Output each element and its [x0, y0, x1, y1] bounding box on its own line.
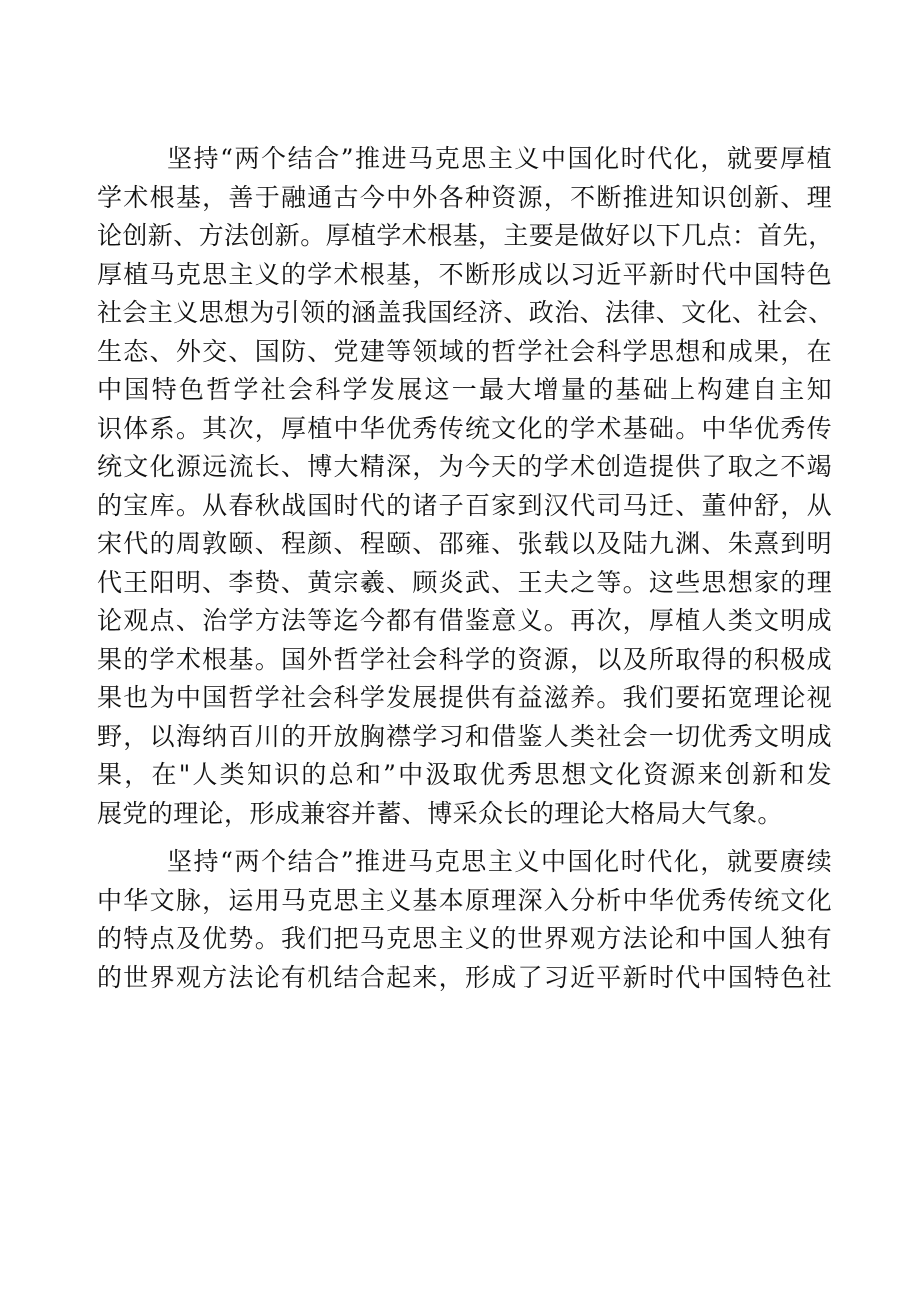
text-line: 坚持“两个结合”推进马克思主义中国化时代化，就要厚植: [167, 144, 832, 173]
paragraph-1: [97, 140, 832, 833]
text-line: 社会主义思想为引领的涵盖我国经济、政治、法律、文化、社会、: [97, 298, 834, 327]
text-line: 代王阳明、李贽、黄宗羲、顾炎武、王夫之等。这些思想家的理: [97, 567, 832, 597]
text-line: 果，在"人类知识的总和”中汲取优秀思想文化资源来创新和发: [97, 760, 832, 789]
text-line: 学术根基，善于融通古今中外各种资源，不断推进知识创新、理: [97, 182, 832, 212]
text-line: 统文化源远流长、博大精深，为今天的学术创造提供了取之不竭: [97, 452, 832, 481]
document-body: [97, 140, 832, 997]
text-line: 果的学术根基。国外哲学社会科学的资源，以及所取得的积极成: [97, 644, 832, 674]
paragraph-spacer: [97, 833, 832, 843]
text-line: 展党的理论，形成兼容并蓄、博采众长的理论大格局大气象。: [97, 798, 783, 828]
text-line: 中国特色哲学社会科学发展这一最大增量的基础上构建自主知: [97, 375, 832, 404]
text-line: 的世界观方法论有机结合起来，形成了习近平新时代中国特色社: [97, 962, 832, 992]
text-line: 的特点及优势。我们把马克思主义的世界观方法论和中国人独有: [97, 924, 832, 953]
text-line: 坚持“两个结合”推进马克思主义中国化时代化，就要赓续: [167, 847, 832, 876]
text-line: 生态、外交、国防、党建等领域的哲学社会科学思想和成果，在: [97, 336, 832, 366]
text-line: 宋代的周敦颐、程颜、程颐、邵雍、张载以及陆九渊、朱熹到明: [97, 529, 832, 558]
text-line: 厚植马克思主义的学术根基，不断形成以习近平新时代中国特色: [97, 259, 832, 289]
text-line: 中华文脉，运用马克思主义基本原理深入分析中华优秀传统文化: [97, 885, 832, 915]
paragraph-2: [97, 843, 832, 997]
text-line: 识体系。其次，厚植中华优秀传统文化的学术基础。中华优秀传: [97, 413, 832, 443]
text-line: 论创新、方法创新。厚植学术根基，主要是做好以下几点：首先，: [97, 221, 834, 250]
text-line: 野，以海纳百川的开放胸襟学习和借鉴人类社会一切优秀文明成: [97, 721, 832, 751]
text-line: 的宝库。从春秋战国时代的诸子百家到汉代司马迁、董仲舒，从: [97, 490, 832, 520]
text-line: 果也为中国哲学社会科学发展提供有益滋养。我们要拓宽理论视: [97, 683, 832, 712]
text-line: 论观点、治学方法等迄今都有借鉴意义。再次，厚植人类文明成: [97, 606, 832, 635]
